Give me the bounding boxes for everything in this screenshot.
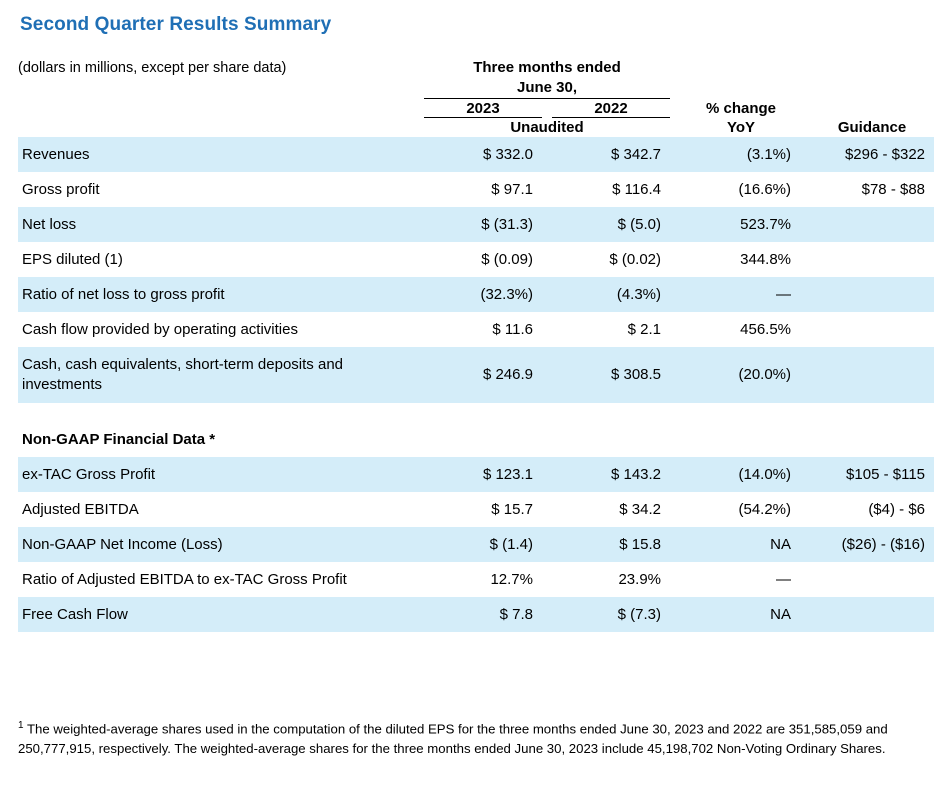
row-label: EPS diluted (1) [22, 250, 123, 268]
header-period-date: June 30, [424, 78, 670, 99]
row-value-change: 523.7% [682, 207, 800, 242]
table-header-row-date [18, 78, 934, 99]
header-pct-change [682, 99, 800, 137]
row-gap [800, 312, 810, 347]
table-row [18, 277, 934, 312]
row-gap [670, 457, 682, 492]
row-value-2023: $ (0.09) [481, 250, 533, 268]
gap-cell-5 [800, 118, 810, 137]
row-value-guidance: $105 - $115 [810, 457, 934, 492]
row-gap [542, 277, 552, 312]
table-row [18, 172, 934, 207]
row-value-guidance [810, 207, 934, 242]
row-value-change: 344.8% [740, 250, 792, 268]
header-unaudited: Unaudited [510, 118, 584, 136]
section-spacer [18, 403, 934, 423]
header-three-months: Three months ended [473, 59, 621, 76]
row-label: Non-GAAP Net Income (Loss) [18, 527, 424, 562]
row-value-change: (14.0%) [682, 457, 800, 492]
header-spacer-3 [800, 58, 810, 78]
pct-change-line1: % change [706, 99, 777, 117]
row-gap [800, 242, 810, 277]
row-value-2023: $ 11.6 [492, 320, 533, 338]
row-label: Cash, cash equivalents, short-term deposits and investments [22, 355, 343, 393]
row-gap [800, 347, 810, 403]
row-value-guidance [810, 312, 934, 347]
row-gap [670, 277, 682, 312]
row-value-change: (20.0%) [682, 347, 800, 403]
row-value-2022: $ 34.2 [619, 500, 662, 518]
row-value-guidance [810, 277, 934, 312]
row-gap [542, 597, 552, 632]
section-heading-row [18, 423, 934, 457]
row-value-2022: $ (7.3) [552, 597, 670, 632]
row-label-cell [18, 347, 424, 403]
row-value-2023: $ (1.4) [424, 527, 542, 562]
row-gap [800, 207, 810, 242]
row-value-change: NA [682, 597, 800, 632]
table-row [18, 347, 934, 403]
row-value-2022: 23.9% [618, 570, 662, 588]
row-label: Gross profit [22, 180, 100, 198]
table-row [18, 597, 934, 632]
row-gap [670, 207, 682, 242]
row-gap [800, 562, 810, 597]
gap-cell-2 [670, 99, 682, 118]
footnote [18, 716, 918, 758]
row-value-guidance [810, 597, 934, 632]
row-gap [542, 492, 552, 527]
row-label: Adjusted EBITDA [22, 500, 139, 518]
table-header-row-years [18, 99, 934, 118]
pct-change-line2: YoY [726, 118, 756, 136]
row-value-2023: 12.7% [490, 570, 533, 588]
row-value-guidance [810, 347, 934, 403]
empty-cell-e [810, 78, 934, 99]
row-gap [542, 457, 552, 492]
row-value-guidance: ($26) - ($16) [810, 527, 934, 562]
row-gap [670, 527, 682, 562]
row-value-2022: $ 15.8 [552, 527, 670, 562]
table-row [18, 457, 934, 492]
gap-cell-3 [800, 99, 810, 118]
row-gap [800, 527, 810, 562]
table-row [18, 562, 934, 597]
row-gap [800, 492, 810, 527]
table-row [18, 312, 934, 347]
row-gap [542, 312, 552, 347]
row-value-guidance: ($4) - $6 [868, 500, 926, 518]
row-value-2022: $ (5.0) [552, 207, 670, 242]
empty-cell-d [800, 78, 810, 99]
row-label: Cash flow provided by operating activities [22, 320, 298, 338]
row-gap [542, 207, 552, 242]
non-gaap-section-title: Non-GAAP Financial Data * [18, 423, 934, 457]
row-value-guidance [810, 562, 934, 597]
spacer-cell [18, 403, 934, 423]
header-spacer-1 [670, 58, 682, 78]
header-spacer-4 [810, 58, 934, 78]
table-row [18, 207, 934, 242]
row-gap [670, 312, 682, 347]
row-gap [670, 597, 682, 632]
header-year-2022: 2022 [552, 99, 670, 118]
row-gap [542, 172, 552, 207]
empty-cell-a [18, 78, 424, 99]
row-gap [800, 277, 810, 312]
row-gap [542, 242, 552, 277]
row-value-2023: $ 7.8 [424, 597, 542, 632]
row-label: Ratio of Adjusted EBITDA to ex-TAC Gross Profit [22, 570, 347, 588]
empty-cell-b [670, 78, 682, 99]
row-value-2022: $ 116.4 [612, 180, 662, 198]
row-gap [542, 527, 552, 562]
row-value-guidance [810, 242, 934, 277]
gap-cell-4 [670, 118, 682, 137]
row-value-change: — [682, 277, 800, 312]
row-value-change: (16.6%) [738, 180, 792, 198]
row-value-2022: (4.3%) [552, 277, 670, 312]
header-spacer-2 [682, 58, 800, 78]
table-header-row-period [18, 58, 934, 78]
footnote-marker: 1 [18, 720, 24, 731]
empty-cell-c [682, 78, 800, 99]
row-gap [542, 347, 552, 403]
row-value-2023: $ 123.1 [424, 457, 542, 492]
empty-cell-f [18, 99, 424, 118]
page-title: Second Quarter Results Summary [20, 14, 332, 35]
footnote-text: The weighted-average shares used in the computation of the diluted EPS for the three months ended June 30, 2023 and 2022 are 351,585,059 and 250,777,915, respectively. The weighted-average shares for the three months ended June 30, 2023 include 45,198,702 Non-Voting Ordinary Shares. [18, 721, 888, 756]
row-value-2023: $ 15.7 [491, 500, 533, 518]
row-value-2023: $ 332.0 [424, 137, 542, 172]
empty-cell-h [18, 118, 424, 137]
row-gap [800, 457, 810, 492]
table-row [18, 527, 934, 562]
row-value-2023: $ 97.1 [491, 180, 533, 198]
row-value-2022: $ 2.1 [627, 320, 662, 338]
row-value-2022: $ 308.5 [552, 347, 670, 403]
row-gap [800, 172, 810, 207]
row-label: Net loss [18, 207, 424, 242]
row-value-change: (54.2%) [738, 500, 792, 518]
units-note: (dollars in millions, except per share data) [18, 60, 287, 76]
header-year-2023: 2023 [424, 99, 542, 118]
header-guidance: Guidance [837, 118, 907, 136]
row-value-change: NA [682, 527, 800, 562]
row-gap [670, 347, 682, 403]
table-row [18, 492, 934, 527]
row-value-guidance: $78 - $88 [861, 180, 926, 198]
table-row [18, 242, 934, 277]
row-value-2022: $ 143.2 [552, 457, 670, 492]
row-label: Free Cash Flow [18, 597, 424, 632]
row-gap [800, 137, 810, 172]
row-label: Ratio of net loss to gross profit [18, 277, 424, 312]
row-value-2023: $ 246.9 [424, 347, 542, 403]
row-value-2023: $ (31.3) [424, 207, 542, 242]
row-value-change: 456.5% [740, 320, 792, 338]
row-value-2023: (32.3%) [424, 277, 542, 312]
row-label: Revenues [18, 137, 424, 172]
row-value-guidance: $296 - $322 [810, 137, 934, 172]
row-value-change: — [776, 570, 792, 588]
row-gap [670, 562, 682, 597]
gap-cell-1 [542, 99, 552, 118]
table-row [18, 137, 934, 172]
row-gap [670, 137, 682, 172]
row-gap [670, 492, 682, 527]
financial-summary-table [18, 58, 934, 632]
row-gap [542, 562, 552, 597]
row-gap [670, 242, 682, 277]
row-gap [800, 597, 810, 632]
row-value-change: (3.1%) [682, 137, 800, 172]
row-gap [670, 172, 682, 207]
empty-cell-g [810, 99, 934, 118]
row-value-2022: $ 342.7 [552, 137, 670, 172]
row-value-2022: $ (0.02) [609, 250, 662, 268]
row-gap [542, 137, 552, 172]
row-label: ex-TAC Gross Profit [18, 457, 424, 492]
